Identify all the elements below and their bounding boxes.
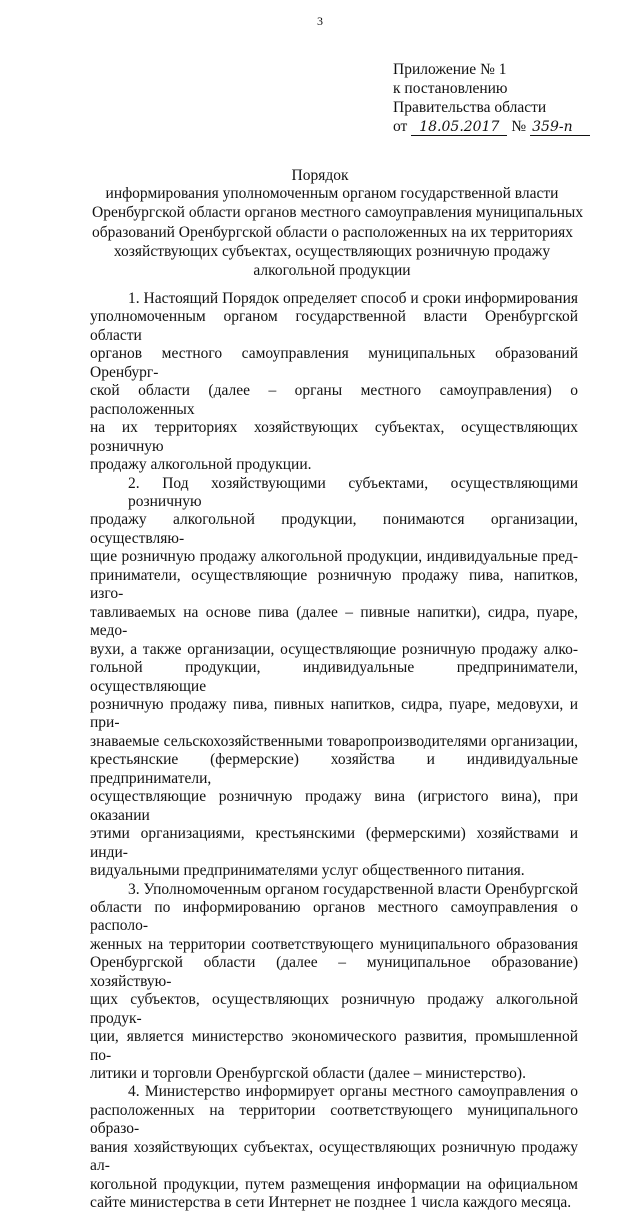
paragraph-line: вания хозяйствующих субъектах, осуществляющих розничную продажу ал- [90,1138,578,1175]
paragraph-line: гольной продукции, индивидуальные предприниматели, осуществляющие [90,659,578,695]
paragraph-line: уполномоченным органом государственной власти Оренбургской области [90,308,578,344]
document-title: Порядок [291,167,349,184]
paragraph-1 [90,290,578,475]
paragraph-line: видуальными предпринимателями услуг общественного питания. [90,862,525,880]
paragraph-line: продажу алкогольной продукции, понимаются организации, осуществляю- [90,511,578,547]
paragraph-line: когольной продукции, путем размещения информации на официальном [90,1175,578,1193]
paragraph-line: этими организациями, крестьянскими (фермерскими) хозяйствами и инди- [90,825,578,861]
paragraph-line: области по информированию органов местного самоуправления о располо- [90,898,578,935]
paragraph-line: 3. Уполномоченным органом государственной власти Оренбургской [128,880,578,898]
paragraph-2 [90,475,578,881]
appendix-line-3: Правительства области [393,99,547,116]
handwritten-number: 359-п [530,120,590,136]
paragraph-line: продажу алкогольной продукции. [90,456,312,474]
paragraph-line: ской области (далее – органы местного самоуправления) о расположенных [90,382,578,418]
document-body [90,290,578,1213]
paragraph-line: женных на территории соответствующего муниципального образования [90,935,578,953]
handwritten-date: 18.05.2017 [411,120,507,136]
paragraph-line: щих субъектов, осуществляющих розничную продажу алкогольной продук- [90,991,578,1027]
paragraph-line: щие розничную продажу алкогольной продукции, индивидуальные пред- [90,548,578,566]
paragraph-line: на их территориях хозяйствующих субъектах, осуществляющих розничную [90,419,578,455]
subtitle-line: образований Оренбургской области о расположенных на их территориях [92,223,574,241]
paragraph-line: сайте министерства в сети Интернет не позднее 1 числа каждого месяца. [90,1194,572,1212]
paragraph-line: ции, является министерство экономического развития, промышленной по- [90,1028,578,1064]
from-label: от [393,118,408,135]
subtitle-line: алкогольной продукции [253,262,411,280]
number-label: № [511,118,527,135]
paragraph-line: тавливаемых на основе пива (далее – пивные напитки), сидра, пуаре, медо- [90,603,578,640]
paragraph-line: крестьянские (фермерские) хозяйства и индивидуальные предприниматели, [90,751,578,787]
paragraph-line: осуществляющие розничную продажу вина (игристого вина), при оказании [90,788,578,824]
paragraph-line: розничную продажу пива, пивных напитков, сидра, пуаре, медовухи, и при- [90,695,578,732]
subtitle-line: хозяйствующих субъектах, осуществляющих розничную продажу [113,242,551,260]
appendix-date-number-line [393,117,590,136]
appendix-line-1: Приложение № 1 [393,61,507,78]
paragraph-line: органов местного самоуправления муниципальных образований Оренбург- [90,345,578,381]
subtitle-line: информирования уполномоченным органом государственной власти [105,185,559,202]
paragraph-line: Оренбургской области (далее – муниципальное образование) хозяйствую- [90,954,578,990]
appendix-header [393,60,590,136]
paragraph-line: знаваемые сельскохозяйственными товаропроизводителями организации, [90,732,578,750]
paragraph-line: 1. Настоящий Порядок определяет способ и сроки информирования [128,290,578,307]
paragraph-line: вухи, а также организации, осуществляющие розничную продажу алко- [90,640,578,658]
paragraph-4 [90,1083,578,1212]
paragraph-line: 4. Министерство информирует органы местного самоуправления о [128,1083,578,1101]
paragraph-3 [90,881,578,1084]
page-number: 3 [317,14,323,28]
subtitle-line: Оренбургской области органов местного самоуправления муниципальных [92,204,584,222]
paragraph-line: литики и торговли Оренбургской области (далее – министерство). [90,1065,526,1083]
paragraph-line: приниматели, осуществляющие розничную продажу пива, напитков, изго- [90,566,578,603]
paragraph-line: расположенных на территории соответствующего муниципального образо- [90,1101,578,1138]
appendix-line-2: к постановлению [393,80,508,97]
paragraph-line: 2. Под хозяйствующими субъектами, осуществляющими розничную [128,474,578,510]
document-subtitle [92,184,584,280]
